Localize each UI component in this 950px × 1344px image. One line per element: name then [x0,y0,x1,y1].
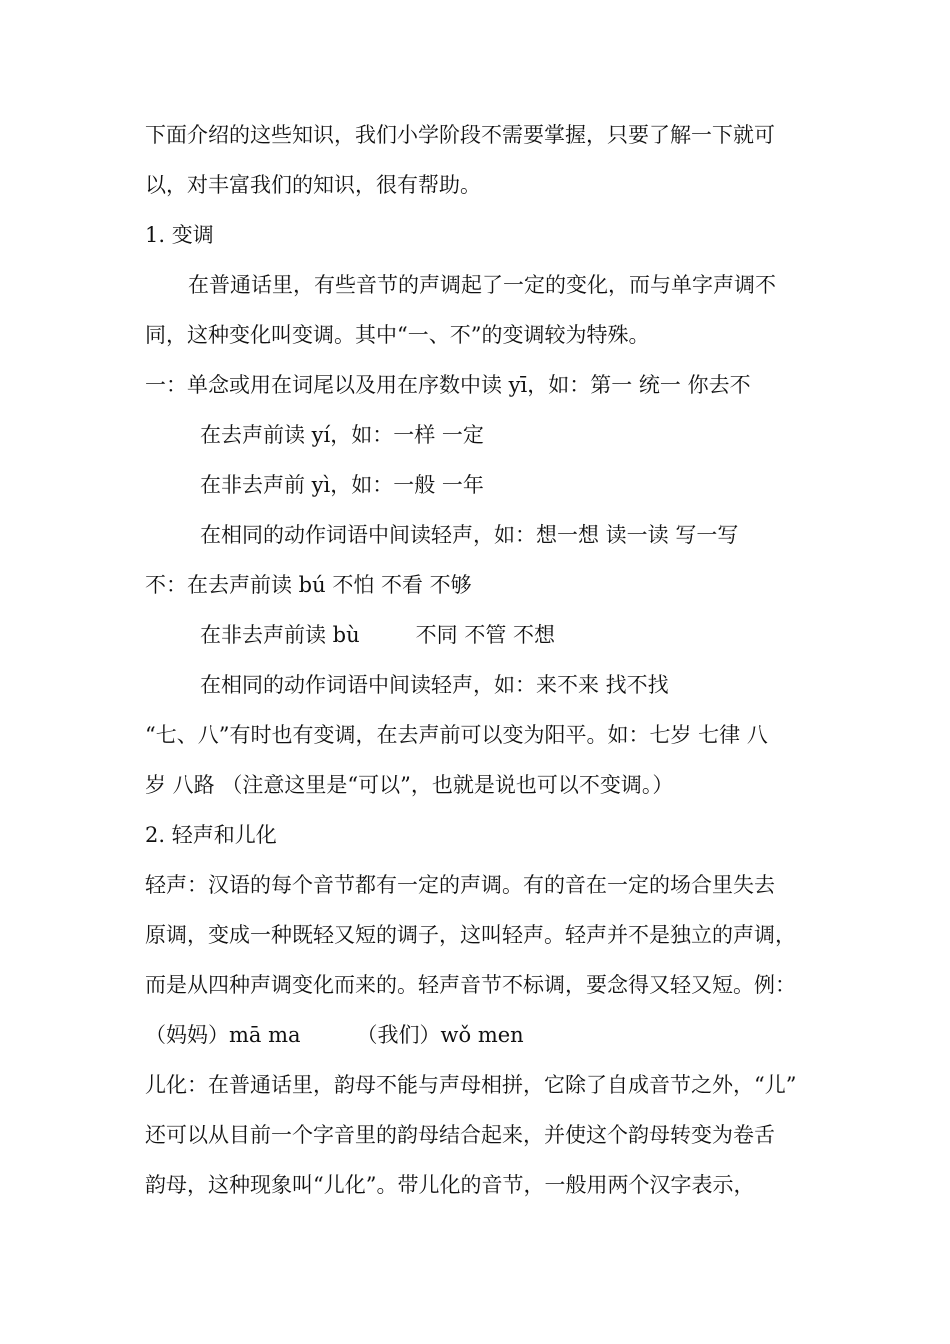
section-1-title: 1. 变调 [145,223,214,247]
qingsheng-line-2: 原调，变成一种既轻又短的调子，这叫轻声。轻声并不是独立的声调， [145,923,796,947]
erhua-line-2: 还可以从目前一个字音里的韵母结合起来，并使这个韵母转变为卷舌 [145,1123,775,1147]
yi-rule-2: 在去声前读 yí，如：一样 一定 [200,423,484,447]
bu-rule-1: 不：在去声前读 bú 不怕 不看 不够 [145,573,472,597]
qingsheng-line-1: 轻声：汉语的每个音节都有一定的声调。有的音在一定的场合里失去 [145,873,775,897]
yi-rule-3: 在非去声前 yì，如：一般 一年 [200,473,484,497]
erhua-line-1: 儿化：在普通话里，韵母不能与声母相拼，它除了自成音节之外，“儿” [145,1073,797,1097]
qingsheng-examples [145,1020,815,1050]
example-women: （我们）wǒ men [356,1023,524,1047]
example-mama: （妈妈）mā ma [145,1023,301,1047]
qingsheng-line-3: 而是从四种声调变化而来的。轻声音节不标调，要念得又轻又短。例： [145,973,796,997]
qiba-line-2: 岁 八路 （注意这里是“可以”，也就是说也可以不变调。） [145,773,674,797]
section-1-paragraph-line-2: 同，这种变化叫变调。其中“一、不”的变调较为特殊。 [145,323,650,347]
section-2-title: 2. 轻声和儿化 [145,823,277,847]
yi-rule-4: 在相同的动作词语中间读轻声，如：想一想 读一读 写一写 [200,523,739,547]
bu-rule-2-label: 在非去声前读 bù [200,623,360,647]
bu-rule-3: 在相同的动作词语中间读轻声，如：来不来 找不找 [200,673,669,697]
yi-rule-1: 一：单念或用在词尾以及用在序数中读 yī，如：第一 统一 你去不 [145,373,751,397]
bu-rule-2-examples: 不同 不管 不想 [415,623,556,647]
qiba-line-1: “七、八”有时也有变调，在去声前可以变为阳平。如：七岁 七律 八 [145,723,768,747]
section-1-paragraph-line-1: 在普通话里，有些音节的声调起了一定的变化，而与单字声调不 [188,273,776,297]
bu-rule-2 [200,620,815,650]
intro-line-1: 下面介绍的这些知识，我们小学阶段不需要掌握，只要了解一下就可 [145,123,775,147]
intro-line-2: 以，对丰富我们的知识，很有帮助。 [145,173,481,197]
erhua-line-3: 韵母，这种现象叫“儿化”。带儿化的音节，一般用两个汉字表示， [145,1173,755,1197]
